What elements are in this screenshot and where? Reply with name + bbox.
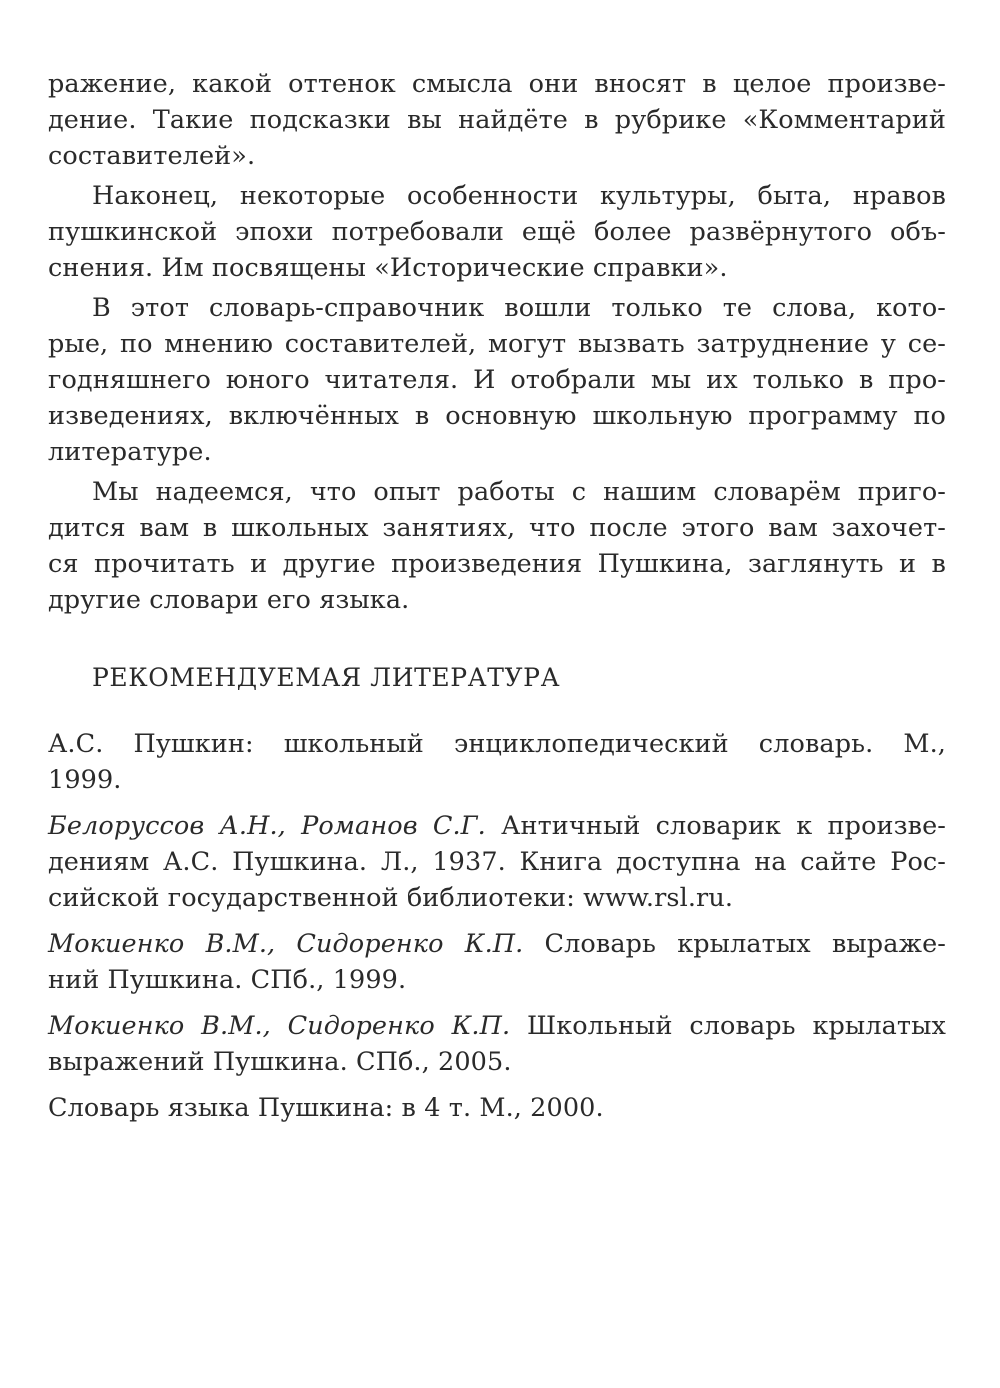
text-line: сийской государственной библиотеки: www.rsl.ru. [48, 883, 734, 913]
text-line: изведениях, включённых в основную школьную программу по [48, 401, 946, 431]
text-line: ражение, какой оттенок смысла они вносят в целое произве- [48, 69, 946, 99]
text-line: другие словари его языка. [48, 585, 410, 615]
paragraph [48, 474, 946, 618]
text-line: Наконец, некоторые особенности культуры, быта, нравов [92, 181, 946, 211]
document-page [48, 66, 946, 1126]
text-line: пушкинской эпохи потребовали ещё более развёрнутого объ- [48, 217, 946, 247]
text-line: составителей». [48, 141, 256, 171]
text-line [48, 926, 946, 962]
text-line: рые, по мнению составителей, могут вызвать затруднение у се- [48, 329, 946, 359]
text-line: дится вам в школьных занятиях, что после этого вам захочет- [48, 513, 946, 543]
text-line: литературе. [48, 437, 212, 467]
text-line: дениям А.С. Пушкина. Л., 1937. Книга доступна на сайте Рос- [48, 847, 946, 877]
reference-authors: Мокиенко В.М., Сидоренко К.П. [48, 929, 524, 959]
text-line: В этот словарь-справочник вошли только те слова, кото- [92, 293, 946, 323]
text-line: ся прочитать и другие произведения Пушкина, заглянуть и в [48, 549, 946, 579]
text-line [48, 808, 946, 844]
text-line: А.С. Пушкин: школьный энциклопедический словарь. М., [48, 729, 946, 759]
reference-authors: Мокиенко В.М., Сидоренко К.П. [48, 1011, 511, 1041]
text-line: ний Пушкина. СПб., 1999. [48, 965, 407, 995]
text-line: выражений Пушкина. СПб., 2005. [48, 1047, 512, 1077]
reference-title: Словарь крылатых выраже- [523, 929, 946, 959]
text-line [48, 1008, 946, 1044]
reference-entry [48, 1090, 946, 1126]
reference-title: Школьный словарь крылатых [510, 1011, 946, 1041]
paragraph [48, 290, 946, 470]
text-line: Мы надеемся, что опыт работы с нашим словарём приго- [92, 477, 946, 507]
text-line: годняшнего юного читателя. И отобрали мы их только в про- [48, 365, 946, 395]
text-line: Словарь языка Пушкина: в 4 т. М., 2000. [48, 1093, 604, 1123]
reference-entry [48, 808, 946, 916]
paragraph [48, 178, 946, 286]
reference-title: Античный словарик к произве- [485, 811, 946, 841]
reference-list [48, 726, 946, 1126]
reference-entry [48, 1008, 946, 1080]
text-line: снения. Им посвящены «Исторические справки». [48, 253, 728, 283]
paragraph [48, 66, 946, 174]
reference-entry [48, 726, 946, 798]
reference-authors: Белоруссов А.Н., Романов С.Г. [48, 811, 486, 841]
text-line: 1999. [48, 765, 122, 795]
section-heading: РЕКОМЕНДУЕМАЯ ЛИТЕРАТУРА [92, 663, 561, 692]
text-line: дение. Такие подсказки вы найдёте в рубрике «Комментарий [48, 105, 946, 135]
reference-entry [48, 926, 946, 998]
